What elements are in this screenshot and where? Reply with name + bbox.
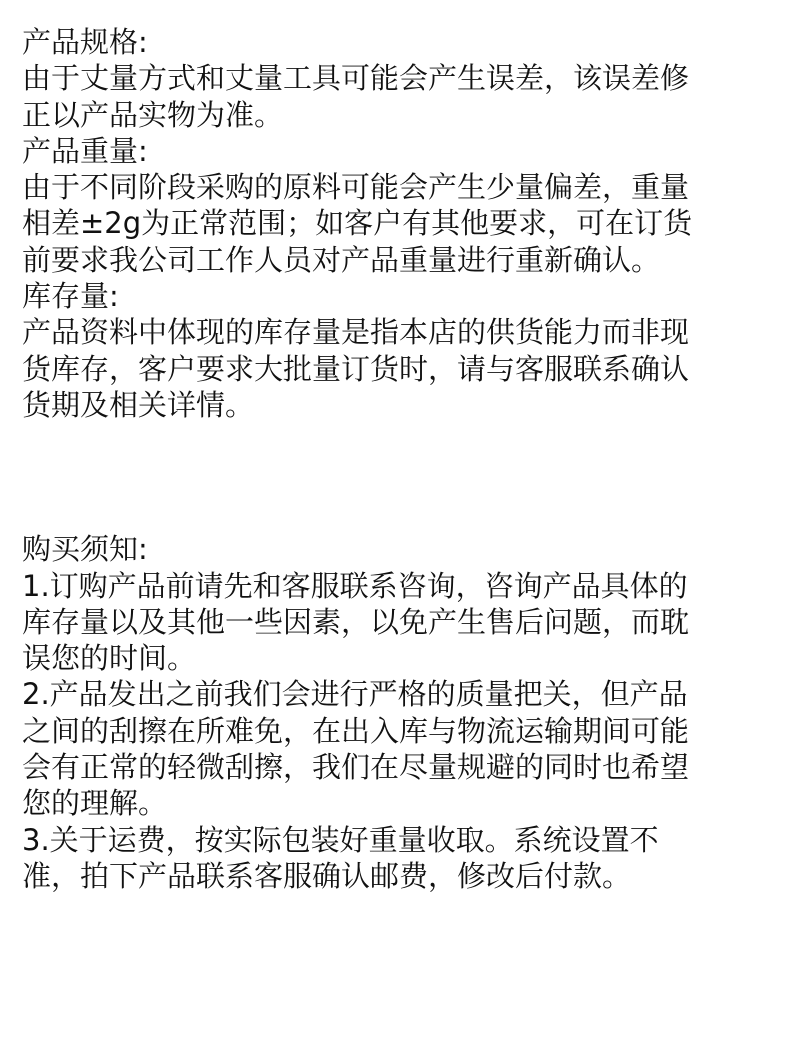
- section-heading: 库存量:: [22, 279, 119, 314]
- paragraph-line: 误您的时间。: [22, 641, 197, 676]
- paragraph-line: 3.关于运费，按实际包装好重量收取。系统设置不: [22, 822, 659, 857]
- section-heading: 产品重量:: [22, 133, 148, 168]
- paragraph-line: 产品资料中体现的库存量是指本店的供货能力而非现: [22, 315, 690, 350]
- paragraph-line: 您的理解。: [22, 786, 168, 821]
- spacer: [22, 423, 768, 531]
- product-weight-section: [22, 133, 768, 278]
- paragraph-line: 1.订购产品前请先和客服联系咨询，咨询产品具体的: [22, 568, 688, 603]
- paragraph-line: 货期及相关详情。: [22, 387, 255, 422]
- paragraph-line: 由于丈量方式和丈量工具可能会产生误差，该误差修: [22, 61, 690, 96]
- paragraph-line: 货库存，客户要求大批量订货时，请与客服联系确认: [22, 351, 690, 386]
- notice-document: [22, 24, 768, 894]
- section-heading: 购买须知:: [22, 532, 148, 567]
- paragraph-line: 库存量以及其他一些因素，以免产生售后问题，而耽: [22, 604, 690, 639]
- paragraph-line: 2.产品发出之前我们会进行严格的质量把关，但产品: [22, 677, 688, 712]
- paragraph-line: 准，拍下产品联系客服确认邮费，修改后付款。: [22, 858, 632, 893]
- paragraph-line: 前要求我公司工作人员对产品重量进行重新确认。: [22, 242, 661, 277]
- inventory-section: [22, 278, 768, 423]
- paragraph-line: 正以产品实物为准。: [22, 97, 284, 132]
- paragraph-line: 相差±2g为正常范围；如客户有其他要求，可在订货: [22, 206, 693, 241]
- paragraph-line: 之间的刮擦在所难免，在出入库与物流运输期间可能: [22, 713, 690, 748]
- section-heading: 产品规格:: [22, 25, 148, 59]
- paragraph-line: 会有正常的轻微刮擦，我们在尽量规避的同时也希望: [22, 750, 690, 785]
- paragraph-line: 由于不同阶段采购的原料可能会产生少量偏差，重量: [22, 170, 690, 205]
- purchase-notes-section: [22, 531, 768, 894]
- product-spec-section: [22, 24, 768, 133]
